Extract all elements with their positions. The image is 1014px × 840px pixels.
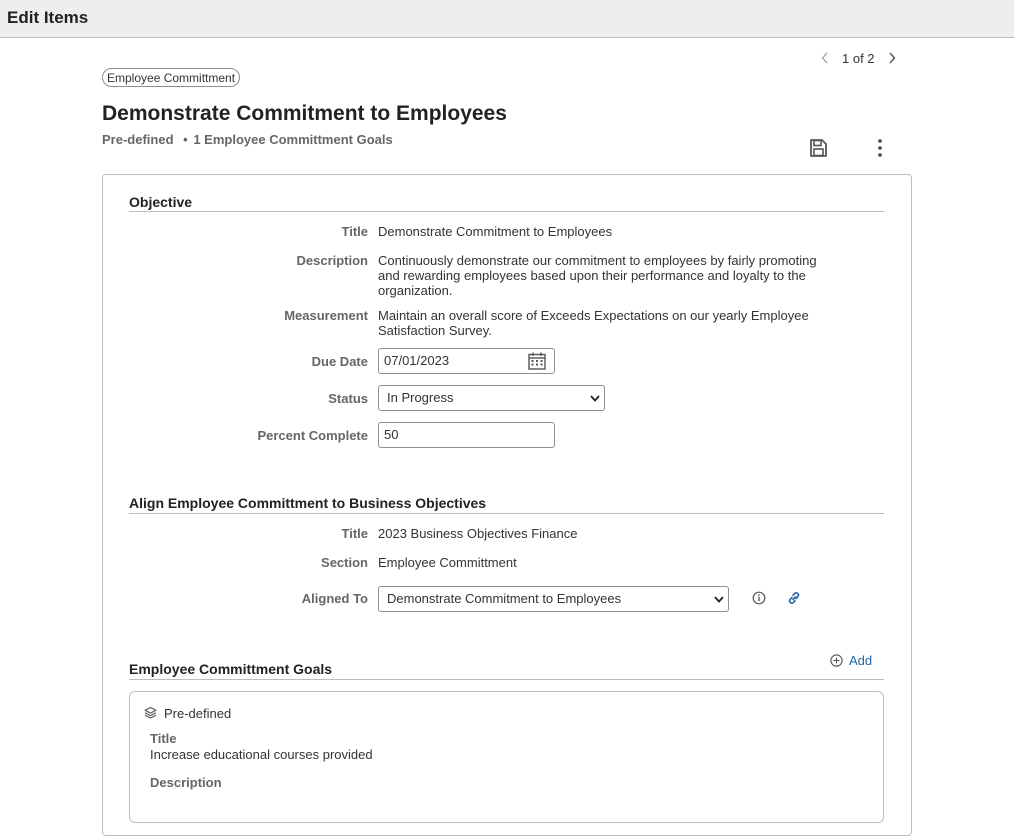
measurement-value (378, 308, 809, 338)
objective-title-label: Title (341, 224, 368, 239)
calendar-icon (527, 351, 547, 371)
subtitle-bullet: • (183, 132, 188, 147)
align-divider (129, 513, 884, 514)
goals-heading: Employee Committment Goals (129, 661, 333, 677)
status-label: Status (328, 391, 368, 406)
top-bar (0, 0, 1014, 38)
more-vertical-icon (877, 138, 883, 158)
more-actions-button[interactable] (868, 136, 892, 160)
percent-complete-value: 50 (384, 427, 399, 442)
description-label: Description (296, 253, 368, 268)
save-button[interactable] (806, 136, 830, 160)
predefined-layers-icon (144, 706, 157, 719)
previous-item-button[interactable] (818, 49, 832, 67)
subtitle-type: Pre-defined (102, 132, 174, 147)
due-date-label: Due Date (311, 354, 368, 369)
info-icon (752, 591, 766, 605)
save-icon (808, 138, 828, 158)
description-line: Continuously demonstrate our commitment to employees by fairly promoting (378, 253, 817, 268)
add-goal-label: Add (849, 653, 873, 668)
goal-description-label: Description (150, 775, 222, 790)
subtitle-goals: 1 Employee Committment Goals (193, 132, 393, 147)
align-section-label: Section (321, 555, 368, 570)
chevron-left-icon (821, 52, 829, 64)
chevron-right-icon (888, 52, 896, 64)
measurement-line: Satisfaction Survey. (378, 323, 492, 338)
align-title-label: Title (341, 526, 368, 541)
link-button[interactable] (786, 590, 802, 606)
status-select[interactable] (378, 385, 605, 411)
info-button[interactable] (752, 591, 768, 607)
page-title: Demonstrate Commitment to Employees (102, 102, 507, 125)
aligned-to-label: Aligned To (301, 591, 368, 606)
section-chip: Employee Committment (102, 68, 240, 87)
objective-title-value: Demonstrate Commitment to Employees (378, 224, 613, 239)
page-subtitle (102, 132, 393, 147)
next-item-button[interactable] (885, 49, 899, 67)
link-icon (786, 590, 802, 606)
goals-divider (129, 679, 884, 680)
due-date-value: 07/01/2023 (384, 353, 450, 368)
goal-title-label: Title (150, 731, 177, 746)
add-goal-button[interactable] (830, 653, 872, 668)
measurement-line: Maintain an overall score of Exceeds Expectations on our yearly Employee (378, 308, 809, 323)
description-line: organization. (378, 283, 453, 298)
window-title: Edit Items (7, 8, 89, 27)
chevron-down-icon (714, 596, 724, 603)
aligned-to-value: Demonstrate Commitment to Employees (387, 591, 622, 606)
status-value: In Progress (387, 390, 454, 405)
goal-type: Pre-defined (164, 706, 232, 721)
goal-title-value: Increase educational courses provided (150, 747, 373, 762)
align-title-value: 2023 Business Objectives Finance (378, 526, 578, 541)
calendar-button[interactable] (527, 351, 547, 371)
description-value (378, 253, 817, 298)
pager (818, 49, 899, 67)
chevron-down-icon (590, 395, 600, 402)
objective-divider (129, 211, 884, 212)
align-heading: Align Employee Committment to Business Objectives (129, 495, 487, 511)
add-circle-icon (830, 654, 843, 667)
percent-complete-input[interactable] (378, 422, 555, 448)
aligned-to-select[interactable] (378, 586, 729, 612)
description-line: and rewarding employees based upon their performance and loyalty to the (378, 268, 806, 283)
pager-count: 1 of 2 (842, 50, 875, 66)
percent-complete-label: Percent Complete (257, 428, 368, 443)
objective-heading: Objective (129, 194, 193, 210)
goal-card (129, 691, 884, 823)
measurement-label: Measurement (284, 308, 368, 323)
layers-icon (144, 706, 157, 719)
align-section-value: Employee Committment (378, 555, 517, 570)
